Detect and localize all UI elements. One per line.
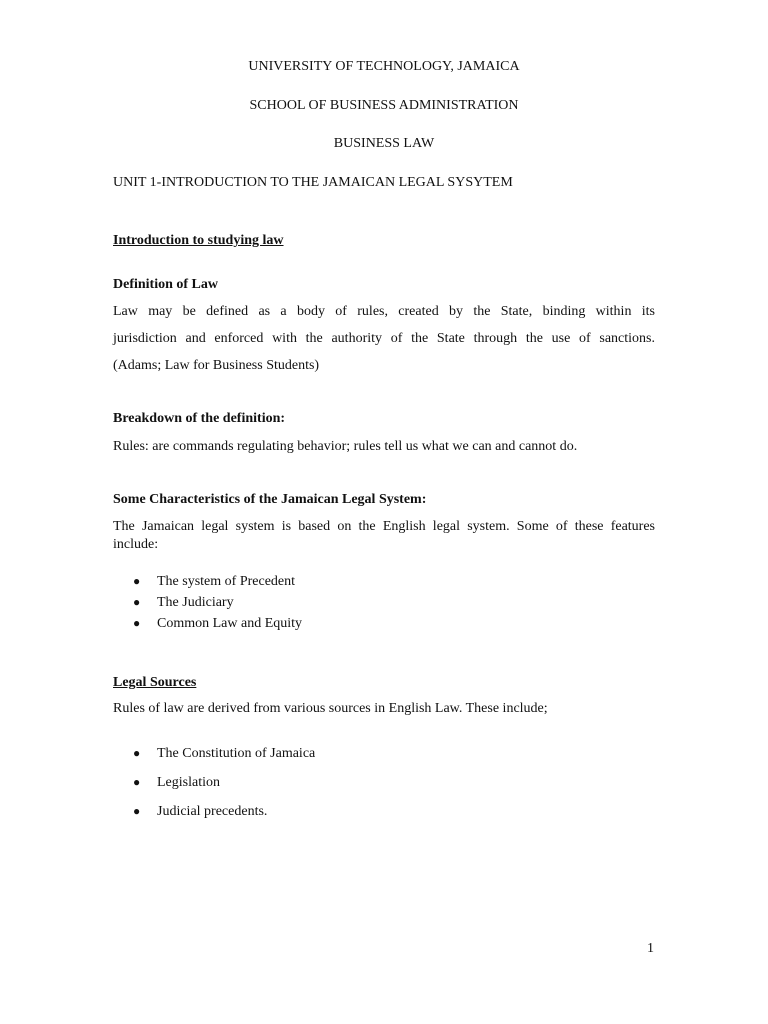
- bullet-icon: ●: [133, 616, 141, 630]
- definition-citation: (Adams; Law for Business Students): [113, 358, 320, 373]
- sources-text: Rules of law are derived from various sources in English Law. These include;: [113, 701, 548, 716]
- sources-heading: Legal Sources: [113, 675, 197, 690]
- bullet-icon: ●: [133, 574, 141, 588]
- intro-heading: Introduction to studying law: [113, 233, 284, 248]
- bullet-icon: ●: [133, 746, 141, 760]
- bullet-icon: ●: [133, 775, 141, 789]
- characteristics-heading: Some Characteristics of the Jamaican Legal System:: [113, 492, 427, 507]
- definition-heading: Definition of Law: [113, 277, 218, 292]
- university-title: UNIVERSITY OF TECHNOLOGY, JAMAICA: [248, 59, 520, 74]
- definition-text-line-2: jurisdiction and enforced with the authority of the State through the use of sanctions.: [113, 331, 655, 346]
- characteristics-text-line-1: The Jamaican legal system is based on the English legal system. Some of these features: [113, 519, 655, 534]
- definition-text-line-1: Law may be defined as a body of rules, created by the State, binding within its: [113, 304, 655, 319]
- breakdown-heading: Breakdown of the definition:: [113, 411, 286, 426]
- bullet-icon: ●: [133, 595, 141, 609]
- document-page: UNIVERSITY OF TECHNOLOGY, JAMAICA SCHOOL OF BUSINESS ADMINISTRATION BUSINESS LAW UNIT 1-INTRODUCTION TO THE JAMAICAN LEGAL SYSYTEM Introduction to studying law Definition of Law Law may be defined as a body of rules, created by the State, binding within its jurisdiction and enforced with the authority of the State through the use of sanctions. (Adams; Law for Business Students) Breakdown of the definition: Rules: are commands regulating behavior; rules tell us what we can and cannot do. Some Characteristics of the Jamaican Legal System: The Jamaican legal system is based on the English legal system. Some of these features include: ● The system of Precedent ● The Judiciary ● Common Law and Equity Legal Sources Rules of law are derived from various sources in English Law. These include; ● The Constitution of Jamaica ● Legislation ● Judicial precedents. 1: [0, 0, 768, 1024]
- school-title: SCHOOL OF BUSINESS ADMINISTRATION: [249, 98, 519, 113]
- characteristics-text-line-2: include:: [113, 537, 159, 552]
- page-number: 1: [647, 941, 654, 956]
- bullet-icon: ●: [133, 804, 141, 818]
- unit-title: UNIT 1-INTRODUCTION TO THE JAMAICAN LEGAL SYSYTEM: [113, 175, 513, 190]
- course-title: BUSINESS LAW: [333, 136, 435, 151]
- breakdown-text: Rules: are commands regulating behavior; rules tell us what we can and cannot do.: [113, 439, 578, 454]
